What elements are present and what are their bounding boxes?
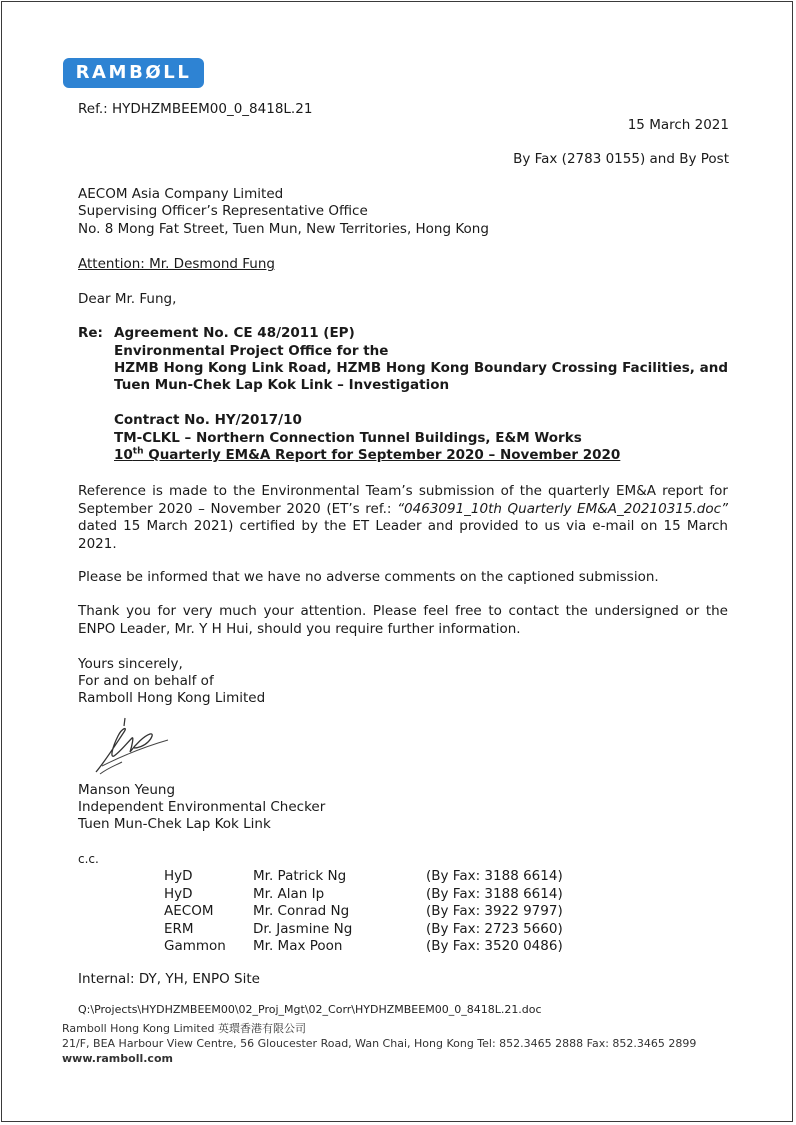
file-path: Q:\Projects\HYDHZMBEEM00\02_Proj_Mgt\02_Corr\HYDHZMBEEM00_0_8418L.21.doc (78, 1003, 542, 1016)
report-number: 10 (114, 447, 133, 463)
letter-date: 15 March 2021 (627, 117, 729, 133)
cc-name: Mr. Alan Ip (253, 885, 325, 902)
subject-works: TM-CLKL – Northern Connection Tunnel Buildings, E&M Works (114, 430, 582, 446)
internal-distribution: Internal: DY, YH, ENPO Site (78, 971, 260, 987)
body-paragraph-no-comments: Please be informed that we have no adverse comments on the captioned submission. (78, 569, 659, 585)
salutation: Dear Mr. Fung, (78, 291, 177, 307)
handwritten-signature (88, 712, 178, 778)
recipient-office: Supervising Officer’s Representative Office (78, 203, 368, 219)
subject-office: Environmental Project Office for the (114, 343, 389, 359)
footer-company: Ramboll Hong Kong Limited 英環香港有限公司 (62, 1022, 306, 1035)
cc-org: HyD (164, 885, 193, 902)
signatory-name: Manson Yeung (78, 782, 176, 798)
report-ordinal: th (132, 446, 144, 457)
report-title-text: Quarterly EM&A Report for September 2020 – November 2020 (143, 447, 621, 463)
recipient-address: No. 8 Mong Fat Street, Tuen Mun, New Territories, Hong Kong (78, 221, 489, 237)
cc-name: Mr. Conrad Ng (253, 903, 350, 919)
closing-company: Ramboll Hong Kong Limited (78, 690, 266, 706)
cc-name: Dr. Jasmine Ng (253, 920, 353, 937)
recipient-company: AECOM Asia Company Limited (78, 186, 284, 202)
cc-name: Mr. Patrick Ng (253, 868, 347, 884)
reference-number: Ref.: HYDHZMBEEM00_0_8418L.21 (78, 101, 313, 117)
body-paragraph-reference (78, 483, 728, 553)
footer-address: 21/F, BEA Harbour View Centre, 56 Gloucester Road, Wan Chai, Hong Kong Tel: 852.3465 2888 Fax: 852.3465 2899 (62, 1037, 697, 1050)
subject-contract: Contract No. HY/2017/10 (114, 412, 302, 428)
attention-line: Attention: Mr. Desmond Fung (78, 256, 275, 272)
cc-label: c.c. (78, 852, 99, 866)
cc-list (0, 868, 796, 958)
cc-fax: (By Fax: 3922 9797) (426, 903, 563, 919)
signatory-title: Independent Environmental Checker (78, 799, 326, 815)
cc-org: ERM (164, 920, 194, 937)
closing-behalf: For and on behalf of (78, 673, 214, 689)
p1-text-b: dated 15 March 2021) certified by the ET Leader and provided to us via e-mail on 15 March 2021. (78, 518, 728, 552)
cc-org: Gammon (164, 938, 226, 954)
delivery-method: By Fax (2783 0155) and By Post (513, 151, 729, 167)
closing-sincerely: Yours sincerely, (78, 656, 183, 672)
subject-agreement: Agreement No. CE 48/2011 (EP) (114, 325, 355, 341)
subject-investigation: Tuen Mun-Chek Lap Kok Link – Investigation (114, 377, 450, 393)
p1-text-a: Reference is made to the Environmental Team’s submission of the quarterly EM&A report for September 2020 – November 2020 (ET’s ref.: (78, 483, 728, 517)
subject-report-title (114, 447, 620, 465)
subject-re-label: Re: (78, 325, 103, 341)
cc-fax: (By Fax: 3188 6614) (426, 885, 563, 902)
cc-name: Mr. Max Poon (253, 938, 343, 954)
footer-website: www.ramboll.com (62, 1052, 173, 1065)
cc-fax: (By Fax: 2723 5660) (426, 920, 563, 937)
cc-org: HyD (164, 868, 193, 884)
ramboll-logo: RAMBØLL (63, 58, 204, 88)
cc-fax: (By Fax: 3520 0486) (426, 938, 563, 954)
cc-org: AECOM (164, 903, 214, 919)
subject-projects: HZMB Hong Kong Link Road, HZMB Hong Kong Boundary Crossing Facilities, and (114, 360, 728, 376)
body-paragraph-thanks: Thank you for very much your attention. Please feel free to contact the undersigned or the ENPO Leader, Mr. Y H Hui, should you require further information. (78, 603, 728, 637)
signatory-project: Tuen Mun-Chek Lap Kok Link (78, 816, 271, 832)
cc-fax: (By Fax: 3188 6614) (426, 868, 563, 884)
et-document-ref: “0463091_10th Quarterly EM&A_20210315.doc” (397, 500, 728, 517)
